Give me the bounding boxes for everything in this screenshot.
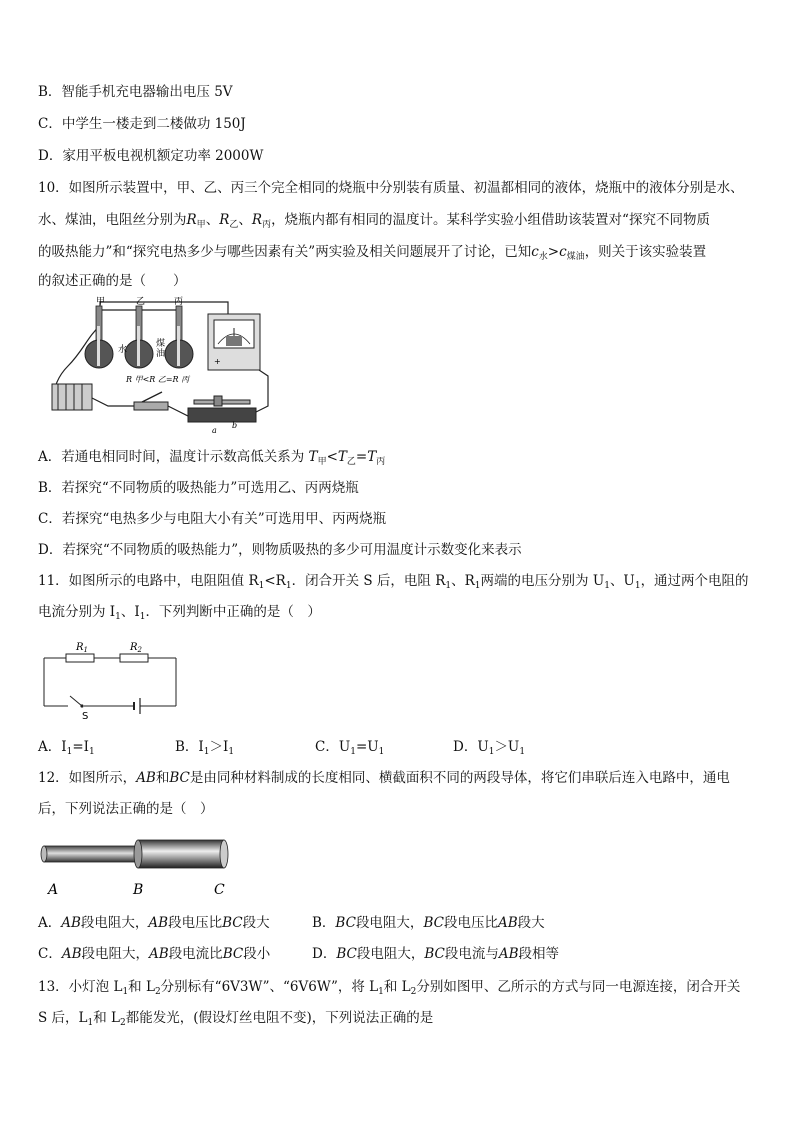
- q10-option-b[interactable]: B．若探究“不同物质的吸热能力”可选用乙、丙两烧瓶: [38, 480, 359, 496]
- conductor-bc: [138, 840, 224, 868]
- label-b: b: [232, 421, 238, 430]
- q9-option-d[interactable]: D．家用平板电视机额定功率 2000W: [38, 148, 264, 164]
- q12-option-c[interactable]: C．AB段电阻大，AB段电流比BC段小: [38, 946, 271, 962]
- rheostat: [188, 396, 256, 422]
- q12-options-row-2: [38, 945, 559, 963]
- ammeter: [208, 314, 260, 370]
- q12-stem-line1: 12．如图所示，AB和BC是由同种材料制成的长度相同、横截面积不同的两段导体，将它们串联后连入电路中，通电: [38, 770, 730, 786]
- label-a: a: [212, 426, 217, 435]
- resistor-r1: [66, 654, 94, 662]
- label-s: S: [82, 711, 89, 720]
- switch: [134, 392, 168, 410]
- battery: [52, 384, 92, 410]
- resistor-r2: [120, 654, 148, 662]
- flask-yi: [125, 306, 153, 368]
- q10-option-c[interactable]: C．若探究“电热多少与电阻大小有关”可选用甲、丙两烧瓶: [38, 511, 387, 527]
- q11-stem-line1: 11．如图所示的电路中，电阻阻值 $R_1<R_1$．闭合开关 S 后，电阻 $R_1$、$R_1$两端的电压分别为 $U_1$、$U_1$，通过两个电阻的: [38, 573, 749, 591]
- q9-option-c[interactable]: C．中学生一楼走到二楼做功 150J: [38, 116, 246, 132]
- q11-option-b[interactable]: B．$I_1>I_1$: [175, 739, 235, 757]
- label-c: C: [214, 882, 225, 898]
- label-you: 油: [156, 349, 166, 359]
- label-a: A: [48, 882, 59, 898]
- q11-option-a[interactable]: A．$I_1=I_1$: [38, 739, 95, 757]
- conductor-ab: [44, 846, 142, 862]
- flask-jia: [85, 306, 113, 368]
- label-relation: R 甲<R 乙=R 丙: [126, 375, 190, 384]
- q12-option-b[interactable]: B．BC段电阻大，BC段电压比AB段大: [312, 915, 545, 931]
- label-jia: 甲: [96, 297, 106, 307]
- label-r2: $R_2$: [130, 642, 142, 654]
- q11-option-c[interactable]: C．$U_1=U_1$: [315, 739, 385, 757]
- q10-apparatus-figure: [38, 296, 278, 436]
- q10-option-a[interactable]: A．若通电相同时间，温度计示数高低关系为 $T_甲<T_乙=T_丙$: [38, 449, 386, 467]
- label-mei: 煤: [156, 339, 166, 349]
- q11-options-row: [38, 738, 525, 761]
- q11-option-d[interactable]: D．$U_1>U_1$: [453, 739, 526, 757]
- label-shui: 水: [118, 345, 128, 355]
- q10-option-d[interactable]: D．若探究“不同物质的吸热能力”，则物质吸热的多少可用温度计示数变化来表示: [38, 542, 522, 558]
- label-r1: $R_1$: [76, 642, 88, 654]
- q10-stem-line1: 10．如图所示装置中，甲、乙、丙三个完全相同的烧瓶中分别装有质量、初温都相同的液体，烧瓶中的液体分别是水、: [38, 180, 744, 196]
- switch-s: [70, 696, 82, 706]
- q11-stem-line2: 电流分别为 $I_1$、$I_1$．下列判断中正确的是（ ）: [38, 604, 321, 622]
- q12-option-d[interactable]: D．BC段电阻大，BC段电流与AB段相等: [312, 946, 560, 962]
- q12-option-a[interactable]: A．AB段电阻大，AB段电压比BC段大: [38, 915, 270, 931]
- label-yi: 乙: [136, 297, 146, 307]
- q11-circuit-figure: [38, 636, 188, 720]
- q10-stem-line2: 水、煤油，电阻丝分别为$R_甲$、$R_乙$、$R_丙$，烧瓶内都有相同的温度计。某科学实验小组借助该装置对“探究不同物质: [38, 212, 710, 230]
- q13-stem-line1: 13．小灯泡 $L_1$和 $L_2$分别标有“6V3W”、“6V6W”，将 $L_1$和 $L_2$分别如图甲、乙所示的方式与同一电源连接，闭合开关: [38, 979, 741, 997]
- q10-stem-line3: 的吸热能力”和“探究电热多少与哪些因素有关”两实验及相关问题展开了讨论，已知$c_水>c_{煤油}$，则关于该实验装置: [38, 244, 707, 262]
- q12-options-row-1: [38, 914, 545, 932]
- svg-text:+: +: [214, 357, 221, 366]
- q13-stem-line2: S 后，$L_1$和 $L_2$都能发光，(假设灯丝电阻不变)，下列说法正确的是: [38, 1010, 434, 1028]
- flask-bing: [165, 306, 193, 368]
- q10-stem-line4: 的叙述正确的是（ ）: [38, 273, 187, 289]
- q9-option-b[interactable]: B．智能手机充电器输出电压 5V: [38, 84, 233, 100]
- label-bing: 丙: [174, 297, 184, 307]
- label-b: B: [133, 882, 144, 898]
- q12-conductor-figure: [38, 832, 238, 900]
- q12-stem-line2: 后，下列说法正确的是（ ）: [38, 801, 214, 817]
